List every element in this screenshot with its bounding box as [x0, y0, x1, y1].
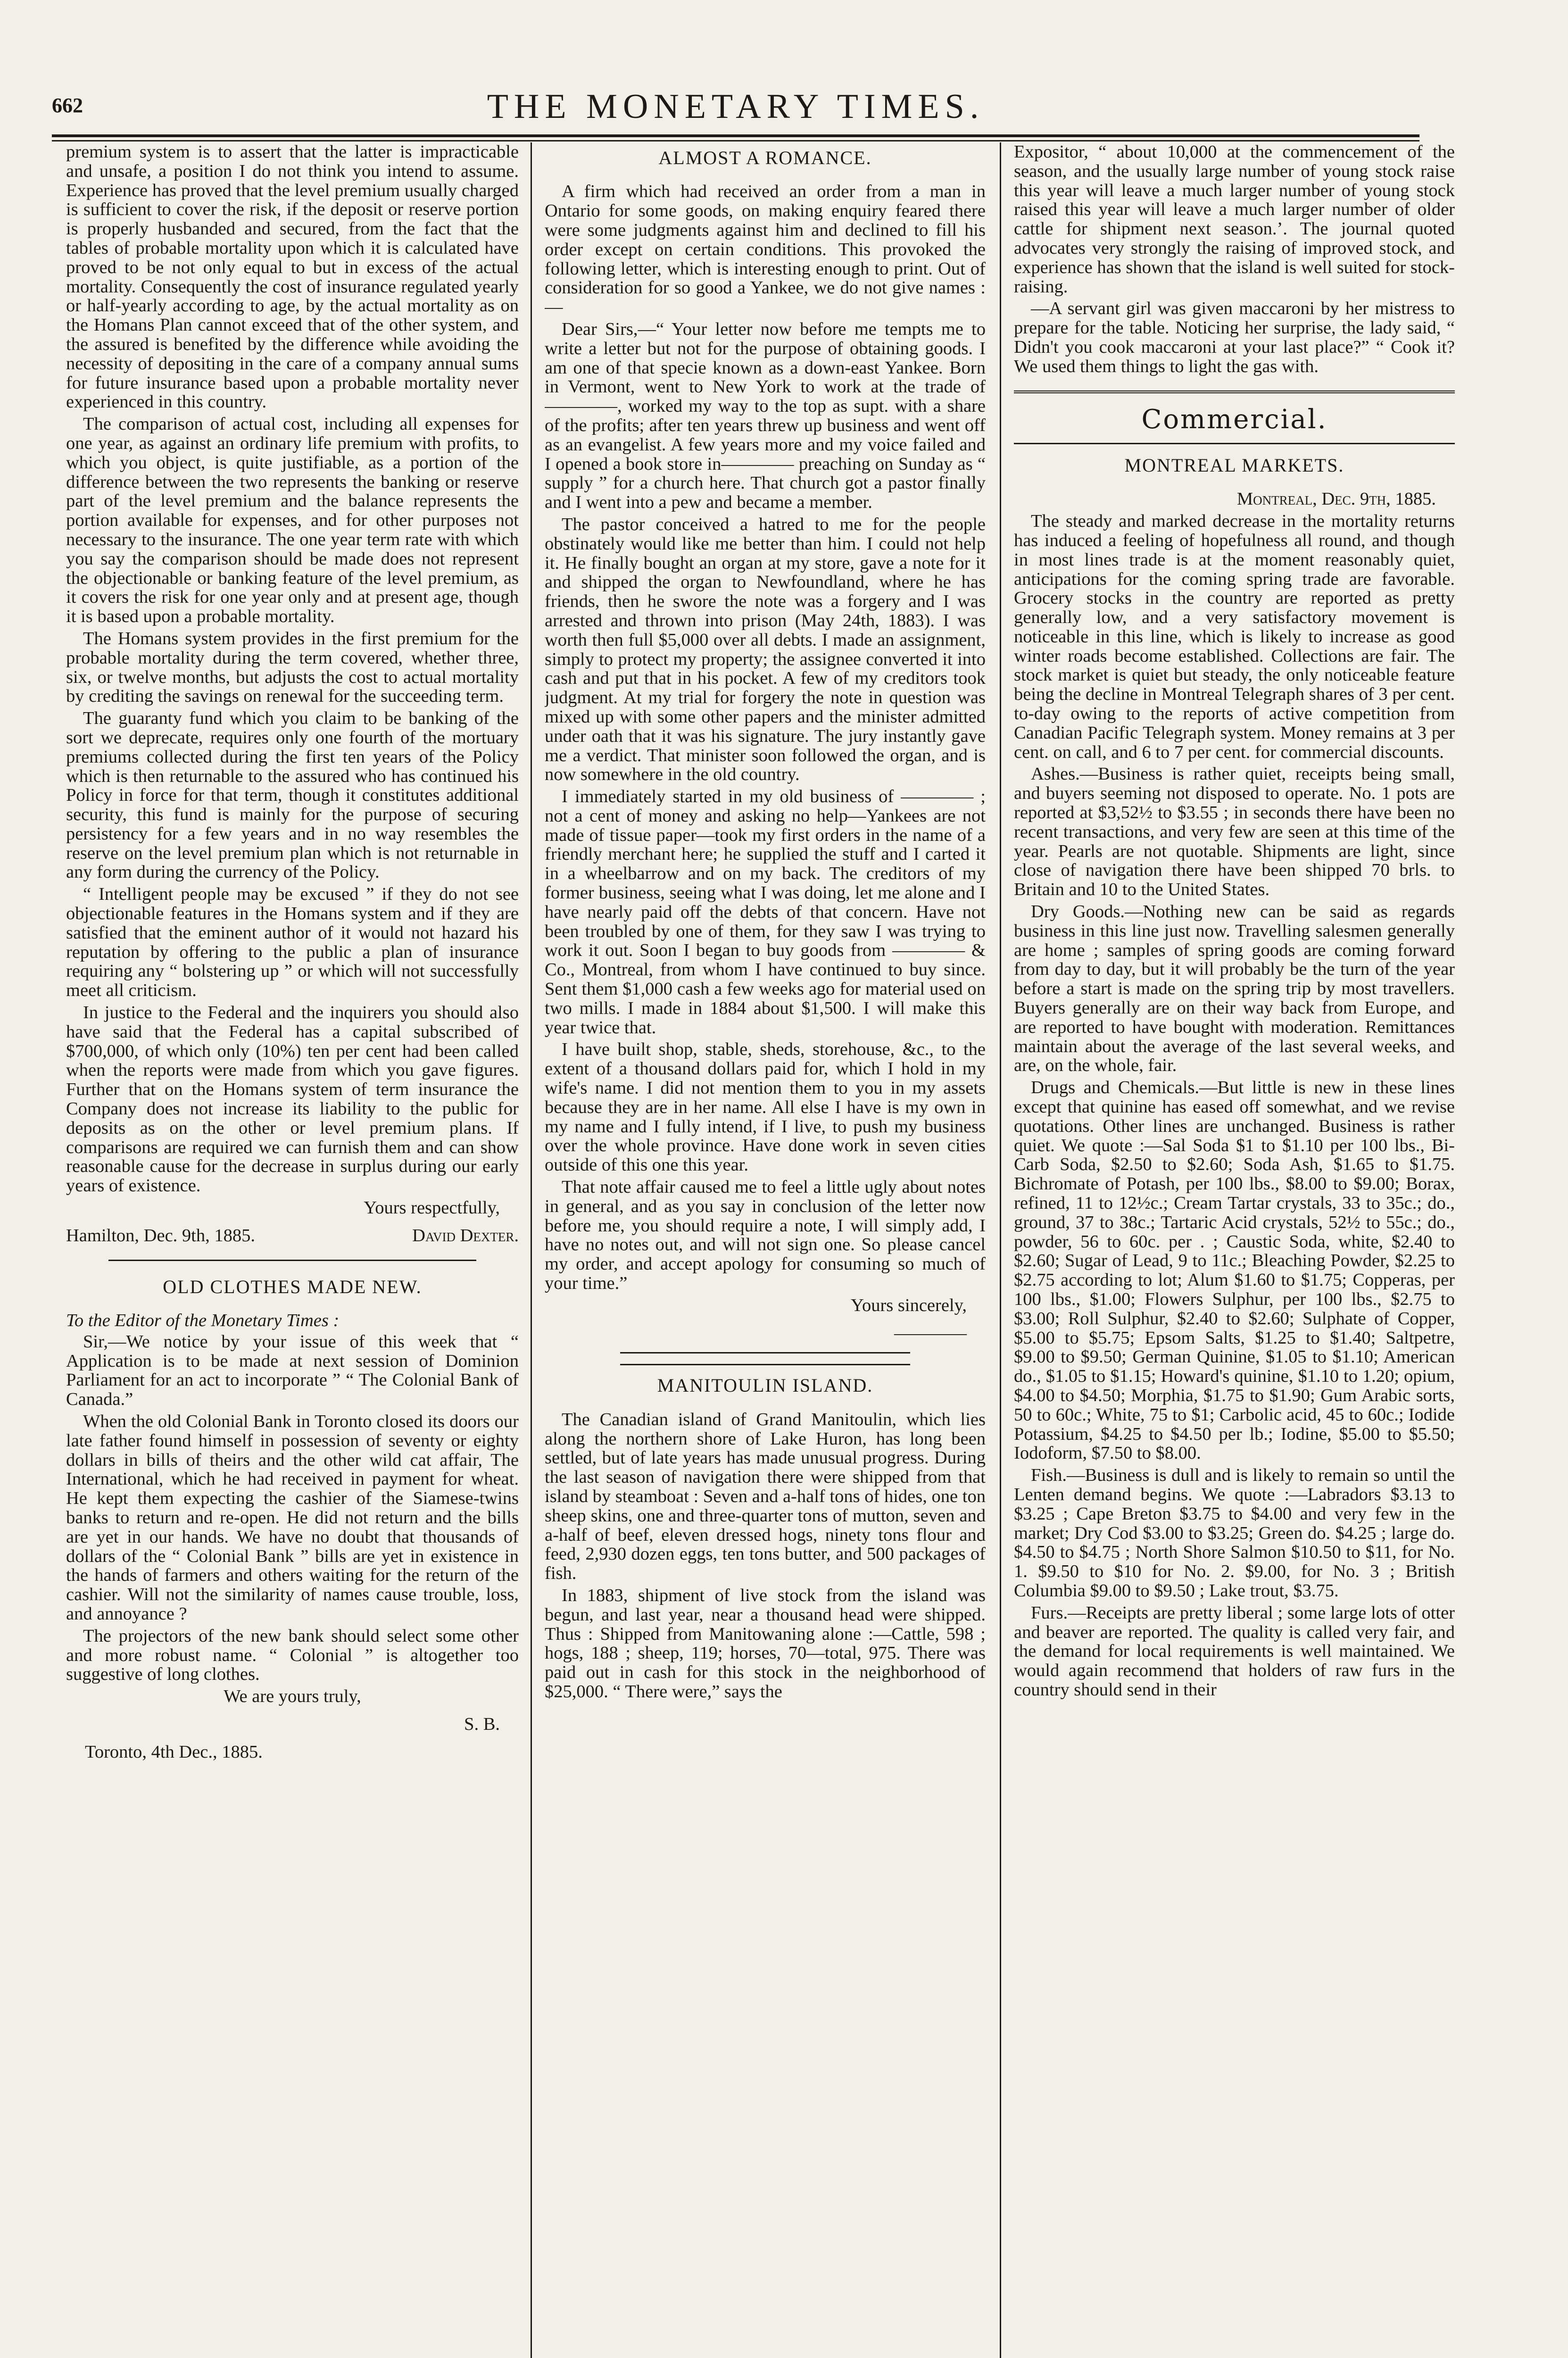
headline-montreal-markets: MONTREAL MARKETS.	[1124, 454, 1344, 476]
signature-name: David Dexter.	[412, 1225, 519, 1245]
article-paragraph: The pastor conceived a hatred to me for the people obstinately would like me better than him. I could not help it. He finally bought an organ at my store, gave a note for it and shipped the organ to Newfoundland, where he has friends, then he swore the note was a forgery and I was arrested and thrown into prison (May 24th, 1883). I was worth then full $5,000 over all debts. I made an assignment, simply to protect my property; the assignee converted it into cash and put that in his pocket. A few of my creditors took judgment. At my trial for forgery the note in question was mixed up with some other papers and the minister admitted under oath that it was his signature. The jury instantly gave me a verdict. That minister soon followed the organ, and is now somewhere in the old country.	[545, 514, 986, 785]
column-3	[1014, 142, 1455, 2358]
article-paragraph: I immediately started in my old business of ———— ; not a cent of money and asking no help—Yankees are not made of tissue paper—took my first orders in the name of a friendly merchant here; he supplied the stuff and I carted it in a wheelbarrow and on my back. The creditors of my former business, seeing what I was doing, let me alone and I have nearly paid off the debts of that concern. Have not been troubled by one of them, for they saw I was trying to work it out. Soon I began to buy goods from ———— & Co., Montreal, from whom I have continued to buy since. Sent them $1,000 cash a few weeks ago for material used on two mills. I made in 1884 about $1,500. I will make this year twice that.	[545, 787, 986, 1038]
market-fish: Fish.—Business is dull and is likely to remain so until the Lenten demand begins. We quote :—Labradors $3.13 to $3.25 ; Cape Breton $3.75 to $4.00 and very few in the market; Dry Cod $3.00 to $3.25; Green do. $4.25 ; large do. $4.50 to $4.75 ; North Shore Salmon $10.50 to $11, for No. 1. $9.50 to $10 for No. 2. $9.00, for No. 3 ; British Columbia $9.00 to $9.50 ; Lake trout, $3.75.	[1014, 1465, 1455, 1601]
dateline: Montreal, Dec. 9th, 1885.	[1236, 489, 1436, 509]
newspaper-page	[52, 71, 1455, 2358]
market-furs: Furs.—Receipts are pretty liberal ; some large lots of otter and beaver are reported. The quality is called very fair, and the demand for local requirements is well maintained. We would again recommend that holders of raw furs in the country should send in their	[1014, 1602, 1455, 1700]
article-separator	[620, 1352, 910, 1353]
article-paragraph: When the old Colonial Bank in Toronto closed its doors our late father found himself in possession of seventy or eighty dollars in bills of theirs and the other wild cat affair, The International, which he had received in payment for wheat. He kept them expecting the cashier of the Siamese-twins banks to return and re-open. He did not return and the bills are yet in our hands. We have no doubt that thousands of dollars of the “ Colonial Bank ” bills are yet in existence in the hands of farmers and others waiting for the return of the cashier. Will not the similarity of names cause trouble, loss, and annoyance ?	[66, 1411, 519, 1624]
article-paragraph: The Canadian island of Grand Manitoulin, which lies along the northern shore of Lake Huron, has long been settled, but of late years has made unusual progress. During the last season of navigation there were shipped from that island by steamboat : Seven and a-half tons of hides, one ton sheep skins, one and three-quarter tons of mutton, seven and a-half of beef, eleven dressed hogs, ninety tons flour and feed, 2,930 dozen eggs, ten tons butter, and 500 packages of fish.	[545, 1409, 986, 1584]
article-paragraph: A firm which had received an order from a man in Ontario for some goods, on making enquiry feared there were some judgments against him and declined to fill his order except on certain conditions. This provoked the following letter, which is interesting enough to print. Out of consideration for so good a Yankee, we do not give names :—	[545, 182, 986, 317]
newspaper-title: THE MONETARY TIMES.	[487, 87, 985, 126]
column-2	[545, 142, 986, 2358]
article-paragraph: The guaranty fund which you claim to be banking of the sort we deprecate, requires only one fourth of the mortuary premiums collected during the first ten years of the Policy which is then returnable to the assured who has continued his Policy in force for that term, though it constitutes additional security, this fund is mainly for the purpose of securing persistency for a few years and in no way resembles the reserve on the level premium plan which is not returnable in any form during the currency of the Policy.	[66, 708, 519, 882]
article-paragraph: —A servant girl was given maccaroni by her mistress to prepare for the table. Noticing her surprise, the lady said, “ Didn't you cook maccaroni at your last place?” “ Cook it? We used them things to light the gas with.	[1014, 299, 1455, 376]
column-divider	[1000, 142, 1001, 2358]
columns	[52, 142, 1455, 2358]
article-paragraph: premium system is to assert that the latter is impracticable and unsafe, a position I do not think you intend to assume. Experience has proved that the level premium usually charged is sufficient to cover the risk, if the deposit or reserve portion is properly husbanded and secured, from the fact that the tables of probable mortality upon which it is calculated have proved to be not only equal to but in excess of the actual mortality. Consequently the cost of insurance regulated yearly or half-yearly according to age, by the actual mortality as on the Homans Plan cannot exceed that of the other system, and the assured is benefited by the difference while avoiding the necessity of depositing in the care of a company annual sums for future insurance based upon a probable mortality never experienced in this country.	[66, 142, 519, 412]
masthead-rule	[52, 134, 1419, 137]
article-paragraph: That note affair caused me to feel a little ugly about notes in general, and as you say in conclusion of the letter now before me, you should require a note, I will simply add, I have no notes out, and will not sign one. So please cancel my order, and accept apology for consuming so much of your time.”	[545, 1177, 986, 1294]
article-paragraph: The steady and marked decrease in the mortality returns has induced a feeling of hopefulness all round, and though in most lines trade is at the moment reasonably quiet, anticipations for the coming spring trade are favorable. Grocery stocks in the country are reported as pretty generally low, and a very satisfactory movement is noticeable in this line, which is likely to increase as good winter roads become established. Collections are fair. The stock market is quiet but steady, the only noticeable feature being the decline in Montreal Telegraph shares of 3 per cent. to-day owing to the reports of active competition from Canadian Pacific Telegraph system. Money remains at 3 per cent. on call, and 6 to 7 per cent. for commercial discounts.	[1014, 511, 1455, 762]
article-paragraph: Dear Sirs,—“ Your letter now before me tempts me to write a letter but not for the purpose of obtaining goods. I am one of that specie known as a down-east Yankee. Born in Vermont, went to New York to work at the trade of ————, worked my way to the top as supt. with a share of the profits; after ten years threw up business and went off as an evangelist. A few years more and my voice failed and I opened a book store in———— preaching on Sunday as “ supply ” for a church here. That church got a pastor finally and I went into a pew and became a member.	[545, 319, 986, 513]
article-paragraph: In justice to the Federal and the inquirers you should also have said that the Federal has a capital subscribed of $700,000, of which only (10%) ten per cent had been called when the reports were made from which you gave figures. Further that on the Homans system of term insurance the Company does not increase its liability to the public for deposits as on the other or level premium plans. If comparisons are required we can furnish them and can show reasonable cause for the decrease in surplus during our early years of existence.	[66, 1003, 519, 1196]
letter-closing: We are yours truly,	[224, 1686, 361, 1707]
page-number: 662	[52, 94, 83, 117]
section-separator	[1014, 390, 1455, 393]
article-paragraph: Expositor, “ about 10,000 at the commencement of the season, and the usually large number of young stock raise this year will leave a much larger number of young stock raised this year will leave a much larger number of older cattle for shipment next season.’. The journal quoted advocates very strongly the raising of improved stock, and experience has shown that the island is well suited for stock-raising.	[1014, 142, 1455, 297]
article-paragraph: Sir,—We notice by your issue of this week that “ Application is to be made at next session of Dominion Parliament for an act to incorporate ” “ The Colonial Bank of Canada.”	[66, 1331, 519, 1410]
letter-closing: Yours sincerely,	[851, 1295, 967, 1315]
article-paragraph: I have built shop, stable, sheds, storehouse, &c., to the extent of a thousand dollars paid for, which I hold in my wife's name. I did not mention them to you in my assets because they are in her name. All else I have is my own in my name and I fully intend, if I live, to push my business over the whole province. Have done work in seven cities outside of this one this year.	[545, 1039, 986, 1175]
column-divider	[531, 142, 532, 2358]
market-dry-goods: Dry Goods.—Nothing new can be said as regards business in this line just now. Travelling salesmen generally are home ; samples of spring goods are coming forward from day to day, but it will probably be the turn of the year before a start is made on the spring trip by most travellers. Buyers generally are on their way back from Europe, and are reported to have bought with moderation. Remittances maintain about the average of the last several weeks, and are, on the whole, fair.	[1014, 902, 1455, 1076]
letter-closing: Yours respectfully,	[364, 1198, 500, 1218]
article-paragraph: The comparison of actual cost, including all expenses for one year, as against an ordinary life premium with profits, to which you object, is quite justifiable, as a portion of the difference between the two represents the banking or reserve part of the level premium and the balance represents the portion available for expenses, and for other purposes not necessary to the insurance. The one year term rate with which you say the comparison should be made does not represent the objectionable or banking feature of the level premium, as it covers the risk for one year only and at present age, though it is based upon a probable mortality.	[66, 414, 519, 627]
headline-old-clothes: OLD CLOTHES MADE NEW.	[163, 1276, 422, 1297]
signature-place: Hamilton, Dec. 9th, 1885.	[66, 1225, 255, 1245]
article-separator	[108, 1260, 476, 1261]
headline-manitoulin-island: MANITOULIN ISLAND.	[657, 1375, 873, 1396]
masthead-rule-thin	[52, 140, 1419, 141]
market-drugs-chemicals: Drugs and Chemicals.—But little is new in these lines except that quinine has eased off somewhat, and we revise quotations. Other lines are unchanged. Business is rather quiet. We quote :—Sal Soda $1 to $1.10 per 100 lbs., Bi-Carb Soda, $2.50 to $2.60; Soda Ash, $1.65 to $1.75. Bichromate of Potash, per 100 lbs., $8.00 to $9.00; Borax, refined, 11 to 12½c.; Cream Tartar crystals, 33 to 35c.; do., ground, 37 to 38c.; Tartaric Acid crystals, 52½ to 55c.; do., powder, 56 to 60c. per . ; Caustic Soda, white, $2.40 to $2.60; Sugar of Lead, 9 to 11c.; Bleaching Powder, $2.25 to $2.75 according to lot; Alum $1.60 to $1.75; Copperas, per 100 lbs., $1.00; Flowers Sulphur, per 100 lbs., $2.75 to $3.00; Roll Sulphur, $2.40 to $2.60; Sulphate of Copper, $5.00 to $5.75; Epsom Salts, $1.25 to $1.40; Saltpetre, $9.00 to $9.50; German Quinine, $1.05 to $1.10; American do., $1.05 to $1.15; Howard's quinine, $1.10 to 1.20; opium, $4.00 to $4.50; Morphia, $1.75 to $1.90; Gum Arabic sorts, 50 to 60c.; White, 75 to $1; Carbolic acid, 45 to 60c.; Iodide Potassium, $4.25 to $4.50 per lb.; Iodine, $5.00 to $5.50; Iodoform, $7.50 to $8.00.	[1014, 1078, 1455, 1463]
section-separator	[1014, 443, 1455, 444]
letter-signature-initials: S. B.	[464, 1714, 500, 1734]
column-1	[66, 142, 519, 2358]
article-paragraph: The projectors of the new bank should select some other and more robust name. “ Colonial ” is altogether too suggestive of long clothes.	[66, 1626, 519, 1685]
letter-signature	[66, 1226, 519, 1245]
to-editor-line: To the Editor of the Monetary Times :	[66, 1311, 340, 1331]
article-separator	[620, 1364, 910, 1365]
article-paragraph: “ Intelligent people may be excused ” if they do not see objectionable features in the Homans system and if they are satisfied that the eminent author of it would not hazard his reputation by offering to the public a plan of insurance requiring any “ bolstering up ” or which will not successfully meet all criticism.	[66, 884, 519, 1001]
article-paragraph: The Homans system provides in the first premium for the probable mortality during the term covered, whether three, six, or twelve months, but adjusts the cost to actual mortality by crediting the savings on renewal for the succeeding term.	[66, 628, 519, 706]
letter-date: Toronto, 4th Dec., 1885.	[85, 1742, 263, 1762]
letter-signature-blank: ————	[894, 1323, 967, 1343]
masthead	[52, 71, 1419, 130]
article-paragraph: In 1883, shipment of live stock from the island was begun, and last year, near a thousand head were shipped. Thus : Shipped from Manitowaning alone :—Cattle, 598 ; hogs, 188 ; sheep, 119; horses, 70—total, 975. There was paid out in cash for this stock in the neighborhood of $25,000. “ There were,” says the	[545, 1585, 986, 1702]
headline-almost-a-romance: ALMOST A ROMANCE.	[658, 147, 872, 168]
market-ashes: Ashes.—Business is rather quiet, receipts being small, and buyers seeming not disposed to operate. No. 1 pots are reported at $3,52½ to $3.55 ; in seconds there have been no recent transactions, and very few are seen at this time of the year. Pearls are not quotable. Shipments are light, since close of navigation there have been shipped 70 brls. to Britain and 10 to the United States.	[1014, 764, 1455, 900]
section-heading-commercial: Commercial.	[1141, 404, 1327, 435]
